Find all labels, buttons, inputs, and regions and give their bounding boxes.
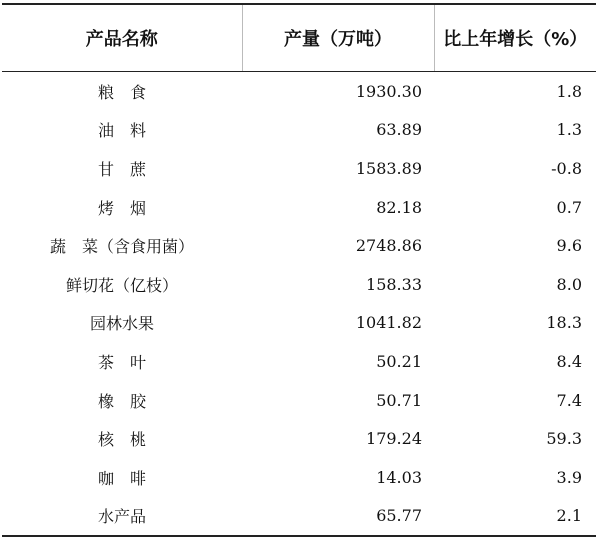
product-name-cell: 油 料 (97, 121, 146, 141)
growth-cell: 59.3 (546, 429, 582, 449)
table-row (2, 111, 596, 150)
product-name-cell: 鲜切花（亿枝） (65, 275, 178, 295)
table-row (2, 419, 596, 458)
growth-cell: 3.9 (556, 467, 582, 487)
output-cell: 179.24 (366, 429, 422, 449)
product-name-cell: 甘 蔗 (97, 159, 146, 179)
table-row (2, 342, 596, 381)
output-cell: 158.33 (366, 274, 422, 294)
growth-cell: 1.3 (556, 120, 582, 140)
product-name-cell: 园林水果 (89, 314, 154, 334)
table-row (2, 149, 596, 188)
growth-cell: 8.4 (556, 351, 582, 371)
growth-cell: 9.6 (556, 236, 582, 256)
product-name-cell: 茶 叶 (97, 352, 146, 372)
output-cell: 65.77 (242, 497, 434, 537)
product-name-cell: 核 桃 (97, 430, 146, 450)
header-row (2, 4, 596, 72)
product-name-cell: 蔬 菜（含食用菌） (49, 237, 194, 257)
product-name-cell: 粮 食 (97, 82, 146, 102)
growth-cell: 2.1 (434, 497, 596, 537)
table-row (2, 72, 596, 111)
table-row (2, 381, 596, 420)
growth-cell: 8.0 (556, 274, 582, 294)
output-cell: 50.71 (376, 390, 422, 410)
header-product-name: 产品名称 (2, 4, 242, 72)
growth-cell: 0.7 (556, 197, 582, 217)
table-row (2, 226, 596, 265)
growth-cell: 18.3 (546, 313, 582, 333)
header-output: 产量（万吨） (242, 4, 434, 72)
table-row (2, 188, 596, 227)
output-cell: 1041.82 (355, 313, 422, 333)
output-cell: 1930.30 (355, 81, 422, 101)
table-row (2, 458, 596, 497)
output-cell: 82.18 (376, 197, 422, 217)
growth-cell: -0.8 (551, 158, 582, 178)
table-row (2, 265, 596, 304)
product-name-cell: 橡 胶 (97, 391, 146, 411)
table-row (2, 497, 596, 537)
product-name-cell: 烤 烟 (97, 198, 146, 218)
output-cell: 14.03 (376, 467, 422, 487)
table-body (2, 72, 596, 537)
growth-cell: 1.8 (556, 81, 582, 101)
header-growth: 比上年增长（%） (434, 4, 596, 72)
output-cell: 63.89 (376, 120, 422, 140)
output-cell: 2748.86 (355, 236, 422, 256)
table-header (2, 4, 596, 72)
production-table (2, 3, 596, 537)
table-row (2, 304, 596, 343)
growth-cell: 7.4 (556, 390, 582, 410)
product-name-cell: 咖 啡 (97, 468, 146, 488)
product-name-cell: 水产品 (2, 497, 242, 537)
output-cell: 1583.89 (355, 158, 422, 178)
output-cell: 50.21 (376, 351, 422, 371)
